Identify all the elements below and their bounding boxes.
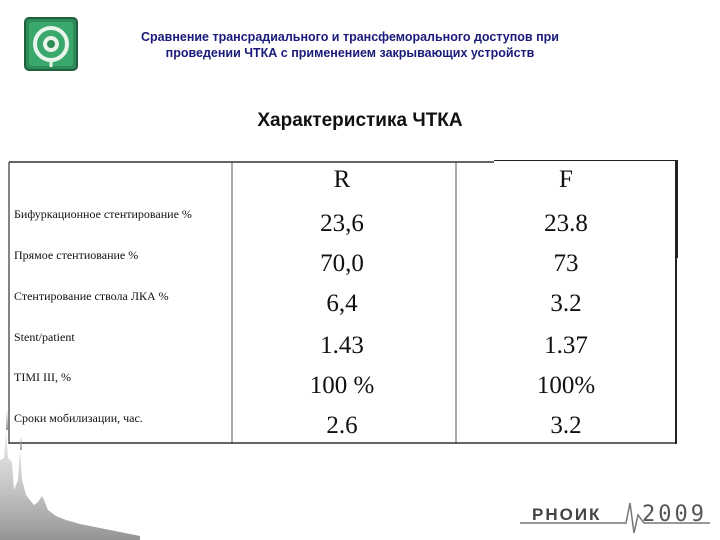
row-label-timi: TIMI III, % — [14, 370, 71, 384]
column-header-r: R — [333, 166, 351, 193]
cell-f-direct-stenting: 73 — [553, 250, 579, 277]
cell-f-timi: 100% — [536, 372, 596, 399]
header-title — [100, 29, 600, 61]
row-label-stent-patient: Stent/patient — [14, 330, 75, 344]
header-title-line2: проведении ЧТКА с применением закрывающих устройств — [165, 46, 535, 60]
cell-f-lca-trunk: 3.2 — [550, 290, 582, 317]
column-header-f: F — [559, 166, 573, 193]
footer-year: 2009 — [642, 502, 707, 527]
cell-r-stent-patient: 1.43 — [320, 332, 364, 359]
cell-r-timi: 100 % — [309, 372, 375, 399]
cell-f-bifurcation: 23.8 — [544, 210, 588, 237]
cell-r-lca-trunk: 6,4 — [326, 290, 358, 317]
cell-f-stent-patient: 1.37 — [544, 332, 588, 359]
footer-brand: РНОИК — [532, 505, 602, 524]
cell-f-mobilization: 3.2 — [550, 412, 582, 439]
organization-logo — [24, 17, 78, 71]
cell-r-direct-stenting: 70,0 — [320, 250, 364, 277]
section-title: Характеристика ЧТКА — [257, 110, 463, 131]
row-label-bifurcation: Бифуркационное стентирование % — [14, 207, 192, 221]
row-label-lca-trunk: Стентирование ствола ЛКА % — [14, 289, 169, 303]
cell-r-mobilization: 2.6 — [326, 412, 358, 439]
row-label-mobilization: Сроки мобилизации, час. — [14, 411, 143, 425]
row-label-direct-stenting: Прямое стентиование % — [14, 248, 139, 262]
skyline-decoration — [0, 400, 140, 540]
cell-r-bifurcation: 23,6 — [320, 210, 364, 237]
header-title-line1: Сравнение трансрадиального и трансфеморального доступов при — [141, 30, 559, 44]
